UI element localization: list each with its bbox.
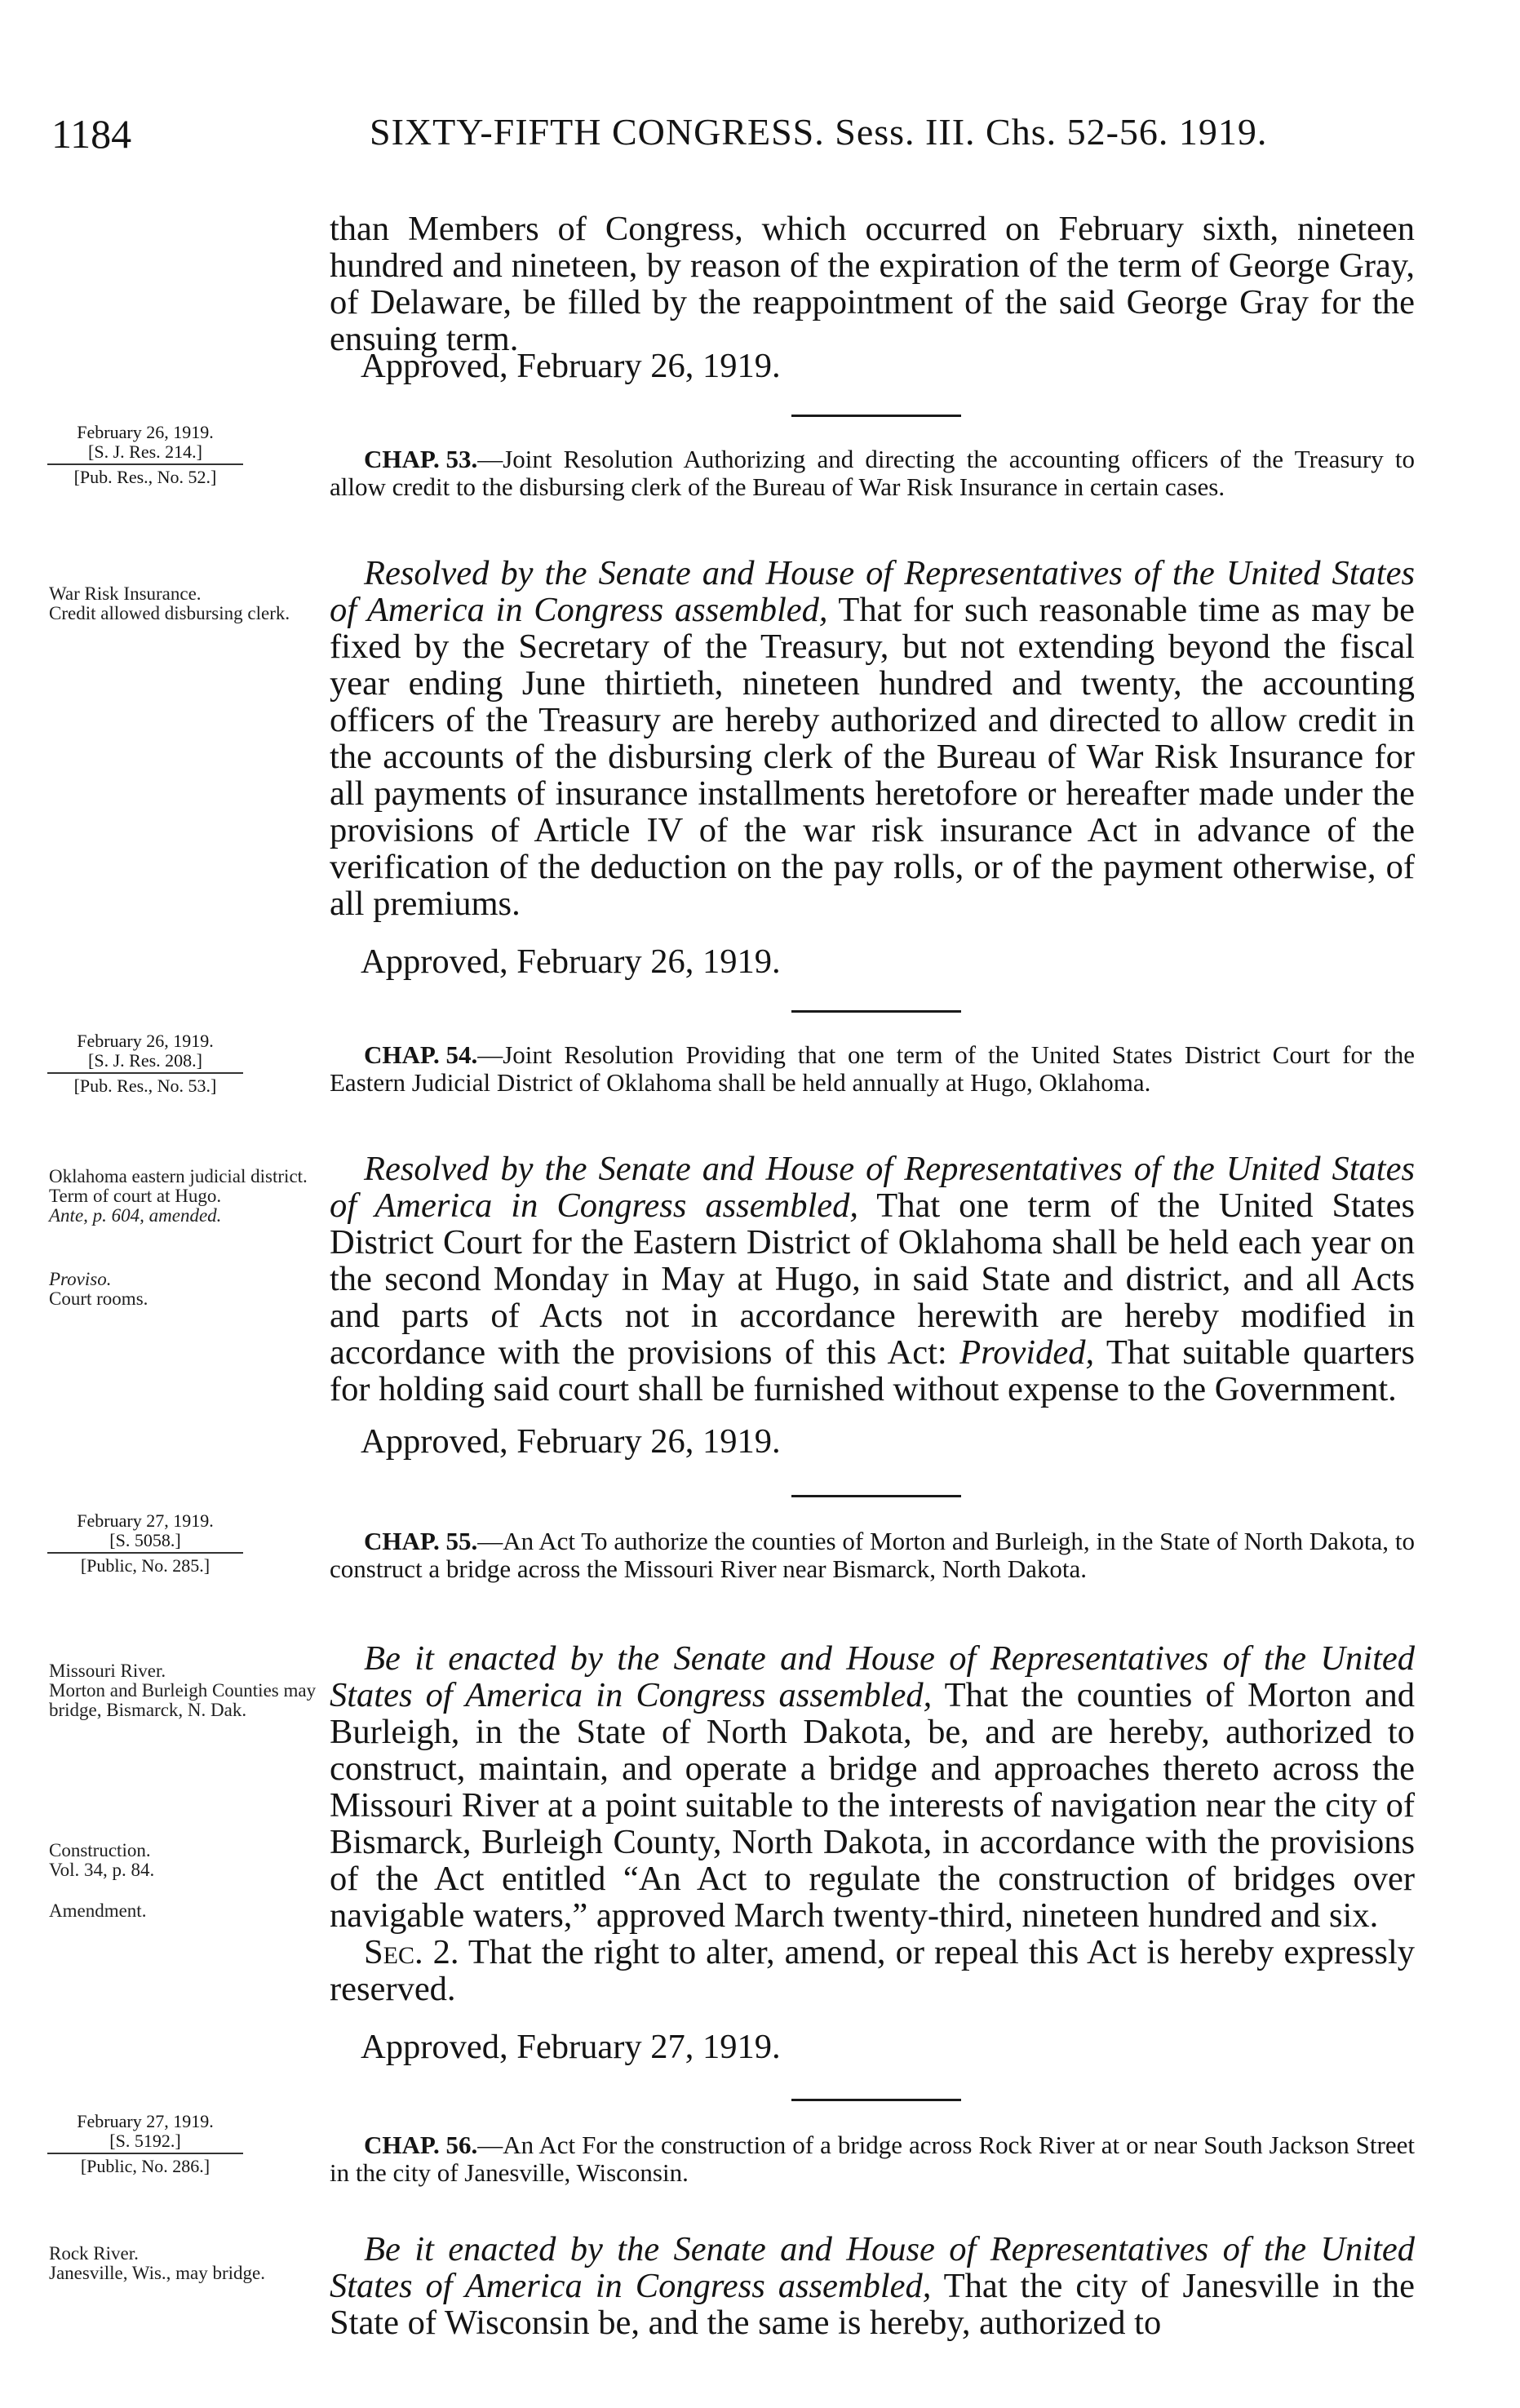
chapter-date: February 26, 1919. xyxy=(77,422,214,442)
body-text: That one term of the United States District Court for the Eastern District of Oklahoma shall be held each year on the second Monday in May at Hugo, in said State and district, and all Acts and parts of Acts not in accordance herewith are hereby modified in accordance with the provisions of this Act: xyxy=(330,1186,1415,1372)
continuation-text: than Members of Congress, which occurred on February sixth, nineteen hundred and nineteen, by reason of the expiration of the term of George Gray, of Delaware, be filled by the reappointment of the said George Gray for the ensuing term. xyxy=(330,210,1415,358)
chapter-55-approved: Approved, February 27, 1919. xyxy=(361,2028,781,2066)
chapter-number: CHAP. 56. xyxy=(364,2131,478,2159)
body-text: That for such reasonable time as may be fixed by the Secretary of the Treasury, but not extending beyond the fiscal year ending June thirtieth, nineteen hundred and twenty, the accounting officers of the Treasury are hereby authorized and directed to allow credit in the accounts of the disbursing clerk of the Bureau of War Risk Insurance for all payments of insurance installments heretofore or hereafter made under the provisions of Article IV of the war risk insurance Act in advance of the verification of the deduction on the pay rolls, or of the payment otherwise, of all premiums. xyxy=(330,591,1415,923)
chapter-55-body xyxy=(330,1640,1415,2007)
margin-note: Missouri River. xyxy=(49,1661,166,1681)
divider xyxy=(47,1072,243,1074)
chapter-title: —An Act To authorize the counties of Morton and Burleigh, in the State of North Dakota, to construct a bridge across the Missouri River near Bismarck, North Dakota. xyxy=(330,1527,1415,1583)
body-text: That the city of Janesville in the State of Wisconsin be, and the same is hereby, authorized to xyxy=(330,2267,1415,2342)
chapter-54-margin-notes xyxy=(49,1167,318,1309)
running-title: SIXTY-FIFTH CONGRESS. Sess. III. Chs. 52-56. 1919. xyxy=(370,111,1268,153)
public-number: [Public, No. 285.] xyxy=(80,1555,210,1576)
running-header xyxy=(51,110,1451,167)
margin-note: War Risk Insurance. xyxy=(49,583,202,604)
body-text: That the counties of Morton and Burleigh, in the State of North Dakota, be, and are hereby, authorized to construct, maintain, and operate a bridge and approaches thereto across the Missouri River at a point suitable to the interests of navigation near the city of Bismarck, Burleigh County, North Dakota, in accordance with the provisions of the Act entitled “An Act to regulate the construction of bridges over navigable waters,” approved March twenty-third, nineteen hundred and six. xyxy=(330,1676,1416,1935)
margin-note: Janesville, Wis., may bridge. xyxy=(49,2263,266,2283)
chapter-56-margin-notes xyxy=(49,2244,318,2283)
chapter-54-date-block xyxy=(47,1031,243,1096)
chapter-54-heading xyxy=(330,1041,1415,1097)
bill-number: [S. J. Res. 208.] xyxy=(88,1050,202,1071)
chapter-53-approved: Approved, February 26, 1919. xyxy=(361,942,781,981)
chapter-53-date-block xyxy=(47,423,243,487)
margin-note: Proviso. xyxy=(49,1269,112,1289)
chapter-number: CHAP. 54. xyxy=(364,1040,478,1069)
chapter-54-approved: Approved, February 26, 1919. xyxy=(361,1422,781,1461)
public-number: [Pub. Res., No. 53.] xyxy=(73,1075,217,1096)
margin-note: Term of court at Hugo. xyxy=(49,1186,222,1206)
continuation-approved: Approved, February 26, 1919. xyxy=(361,347,781,385)
margin-note: Rock River. xyxy=(49,2243,139,2264)
margin-note: Amendment. xyxy=(49,1900,147,1921)
chapter-53-body xyxy=(330,555,1415,922)
margin-note: Construction. xyxy=(49,1840,151,1860)
margin-note: Ante, p. 604, amended. xyxy=(49,1205,222,1226)
bill-number: [S. J. Res. 214.] xyxy=(88,441,202,462)
chapter-title: —An Act For the construction of a bridge across Rock River at or near South Jackson Street in the city of Janesville, Wisconsin. xyxy=(330,2131,1415,2187)
proviso-word: Provided, xyxy=(959,1333,1095,1372)
proviso-text: That suitable quarters for holding said court shall be furnished without expense to the Government. xyxy=(330,1333,1415,1408)
chapter-number: CHAP. 55. xyxy=(364,1527,478,1555)
chapter-date: February 26, 1919. xyxy=(77,1031,214,1051)
margin-note: Morton and Burleigh Counties may bridge, Bismarck, N. Dak. xyxy=(49,1680,317,1720)
divider xyxy=(47,2153,243,2154)
chapter-date: February 27, 1919. xyxy=(77,1510,214,1531)
chapter-55-heading xyxy=(330,1528,1415,1583)
chapter-54-body xyxy=(330,1151,1415,1408)
divider xyxy=(47,463,243,465)
bill-number: [S. 5058.] xyxy=(109,1530,181,1550)
public-number: [Pub. Res., No. 52.] xyxy=(73,467,217,487)
margin-note: Oklahoma eastern judicial district. xyxy=(49,1166,308,1186)
page-number: 1184 xyxy=(51,111,132,157)
margin-note: Vol. 34, p. 84. xyxy=(49,1860,155,1880)
section-text: That the right to alter, amend, or repeal this Act is hereby expressly reserved. xyxy=(330,1933,1415,2008)
chapter-53-margin-notes xyxy=(49,584,318,623)
chapter-53-heading xyxy=(330,446,1415,501)
enacting-clause: Be it enacted by the Senate and House of Representatives of the United States of America in Congress assembled, xyxy=(330,2230,1415,2305)
section-label: Sec. 2. xyxy=(364,1933,459,1971)
chapter-56-heading xyxy=(330,2131,1415,2187)
public-number: [Public, No. 286.] xyxy=(80,2156,210,2176)
chapter-56-body xyxy=(330,2231,1415,2341)
chapter-number: CHAP. 53. xyxy=(364,445,478,473)
section-divider xyxy=(791,415,961,417)
section-divider xyxy=(791,1010,961,1013)
chapter-title: —Joint Resolution Authorizing and directing the accounting officers of the Treasury to allow credit to the disbursing clerk of the Bureau of War Risk Insurance in certain cases. xyxy=(330,445,1415,501)
margin-note: Credit allowed disbursing clerk. xyxy=(49,603,290,623)
chapter-56-date-block xyxy=(47,2112,243,2176)
enacting-clause: Be it enacted by the Senate and House of Representatives of the United States of America in Congress assembled, xyxy=(330,1639,1415,1714)
chapter-date: February 27, 1919. xyxy=(77,2111,214,2131)
enacting-clause: Resolved by the Senate and House of Representatives of the United States of America in Congress assembled, xyxy=(330,554,1415,629)
margin-note: Court rooms. xyxy=(49,1288,148,1309)
enacting-clause: Resolved by the Senate and House of Representatives of the United States of America in Congress assembled, xyxy=(330,1150,1415,1225)
chapter-55-date-block xyxy=(47,1511,243,1576)
chapter-title: —Joint Resolution Providing that one term of the United States District Court for the Eastern Judicial District of Oklahoma shall be held annually at Hugo, Oklahoma. xyxy=(330,1040,1415,1097)
section-divider xyxy=(791,1495,961,1497)
section-divider xyxy=(791,2099,961,2101)
divider xyxy=(47,1552,243,1554)
bill-number: [S. 5192.] xyxy=(109,2131,181,2151)
chapter-55-margin-notes xyxy=(49,1661,318,1921)
